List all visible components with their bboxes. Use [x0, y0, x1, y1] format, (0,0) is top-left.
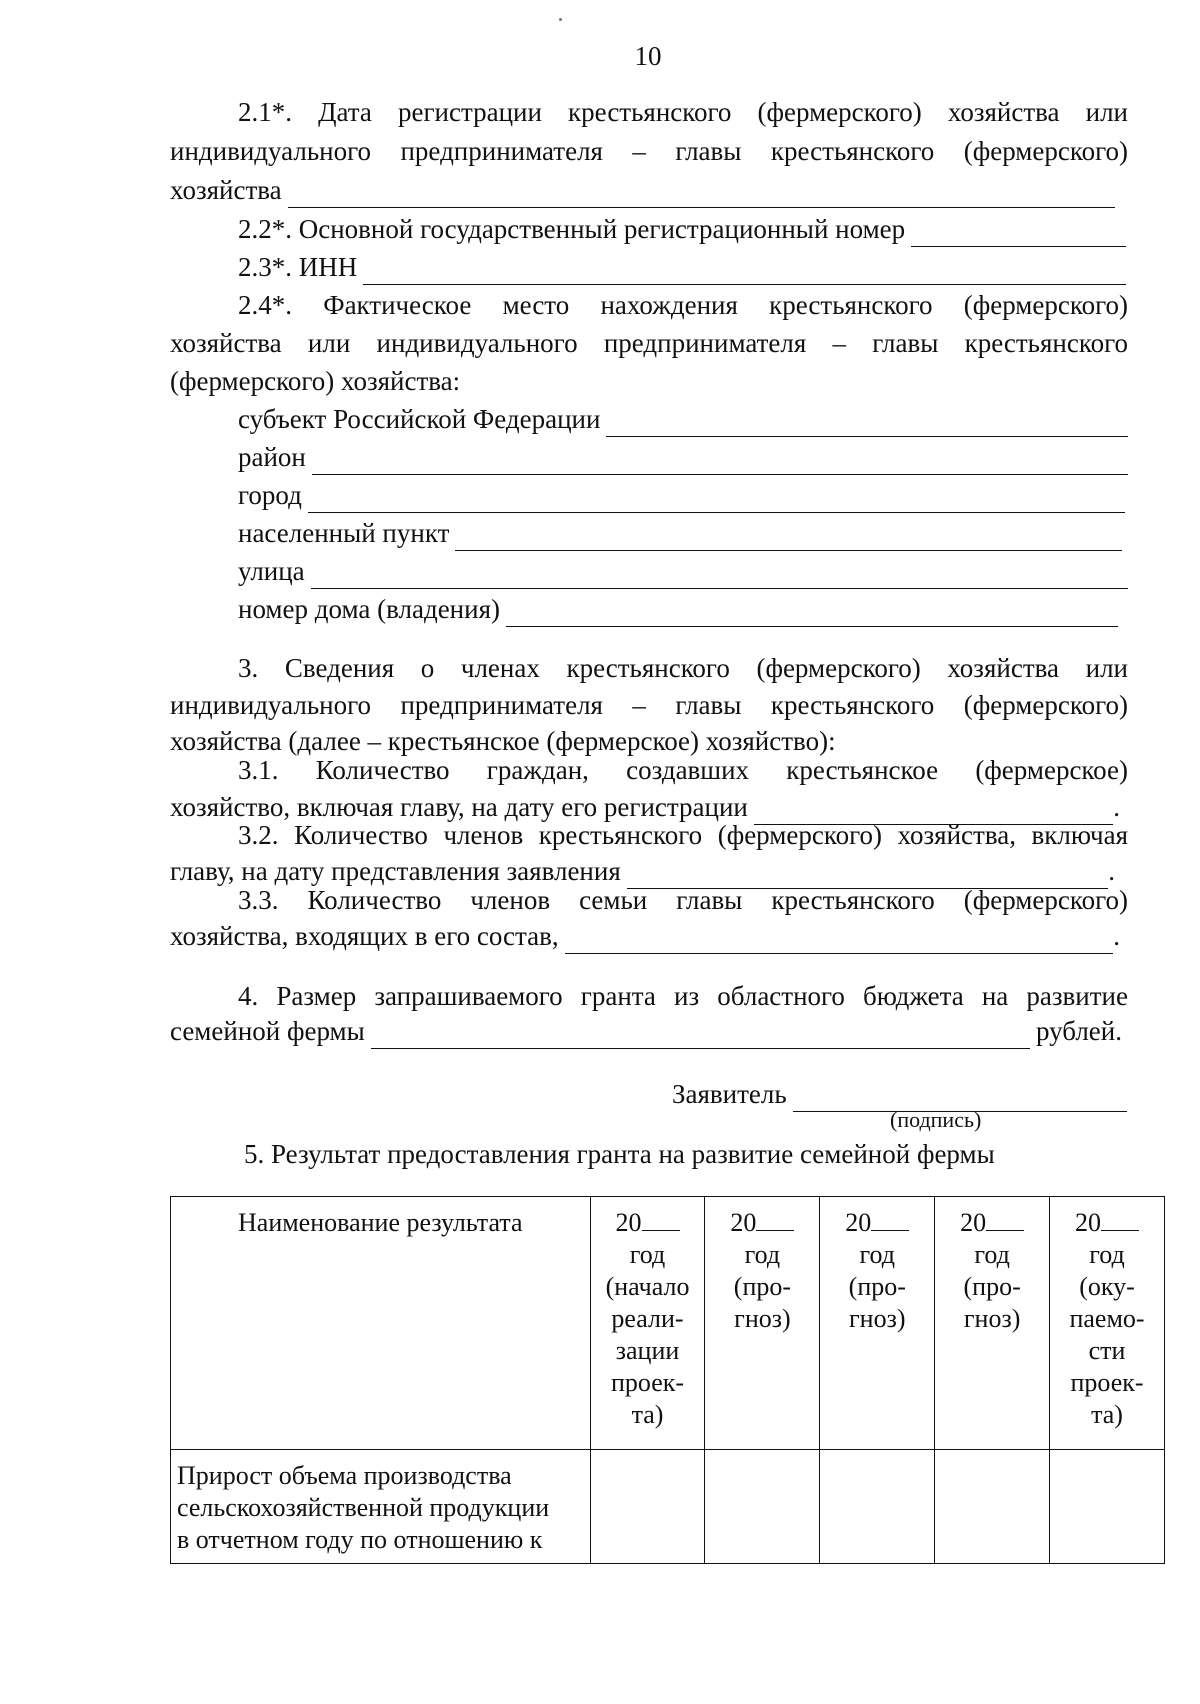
year-col-3-label: год (про- гноз)	[848, 1240, 906, 1333]
address-city-field[interactable]	[308, 486, 1125, 513]
table-cell[interactable]	[1050, 1450, 1165, 1564]
grant-amount-field[interactable]	[371, 1022, 1030, 1049]
ogrn-field[interactable]	[911, 220, 1126, 247]
section-3-2-line1: 3.2. Количество членов крестьянского (фермерского) хозяйства, включая	[238, 820, 1128, 850]
address-house-field[interactable]	[506, 600, 1118, 627]
result-row-name: Прирост объема производства сельскохозяйственной продукции в отчетном году по отношению к	[171, 1450, 591, 1564]
address-settlement-field[interactable]	[455, 524, 1122, 551]
year-col-5	[1050, 1197, 1165, 1450]
address-street-field[interactable]	[311, 562, 1128, 589]
address-city-label: город	[238, 480, 302, 510]
year-col-1	[590, 1197, 705, 1450]
section-4-currency: рублей.	[1035, 1016, 1122, 1046]
registration-date-field[interactable]	[288, 181, 1115, 208]
address-subject-row	[238, 401, 1128, 437]
section-2-1-label: хозяйства	[170, 175, 282, 205]
address-city-row	[238, 477, 1125, 513]
address-district-row	[238, 439, 1128, 475]
address-street-label: улица	[238, 556, 305, 586]
table-cell[interactable]	[935, 1450, 1050, 1564]
applicant-label: Заявитель	[672, 1079, 787, 1109]
section-4-label: семейной фермы	[170, 1016, 365, 1046]
page-number: 10	[634, 41, 662, 71]
section-3-3-line1: 3.3. Количество членов семьи главы крестьянского (фермерского)	[238, 885, 1128, 915]
section-3-1-label: хозяйство, включая главу, на дату его регистрации	[170, 792, 748, 822]
section-3-line2: индивидуального предпринимателя – главы крестьянского (фермерского)	[170, 690, 1128, 720]
address-house-row	[238, 591, 1118, 627]
inn-field[interactable]	[363, 258, 1126, 285]
scan-speck	[559, 18, 562, 21]
table-cell[interactable]	[705, 1450, 820, 1564]
section-3-3-period: .	[1113, 921, 1120, 951]
address-street-row	[238, 553, 1128, 589]
year-col-4-label: год (про- гноз)	[963, 1240, 1021, 1333]
year-blank[interactable]: 20	[616, 1207, 680, 1239]
section-2-2	[238, 211, 1126, 247]
section-2-4-line2: хозяйства или индивидуального предпринимателя – главы крестьянского	[170, 328, 1128, 358]
result-name-header: Наименование результата	[171, 1197, 591, 1450]
table-header-row	[171, 1197, 1165, 1450]
signature-caption: (подпись)	[890, 1107, 982, 1132]
section-3-line3: хозяйства (далее – крестьянское (фермерское) хозяйство):	[170, 726, 836, 756]
year-col-5-label: год (оку- паемо- сти проек- та)	[1069, 1240, 1145, 1429]
section-2-1-line3	[170, 172, 1115, 208]
section-2-4-line1: 2.4*. Фактическое место нахождения крестьянского (фермерского)	[238, 290, 1128, 320]
section-3-1-line1: 3.1. Количество граждан, создавших крестьянское (фермерское)	[238, 755, 1128, 785]
year-col-2-label: год (про- гноз)	[733, 1240, 792, 1333]
section-2-1-line2: индивидуального предпринимателя – главы крестьянского (фермерского)	[170, 136, 1128, 166]
section-3-2-period: .	[1108, 856, 1115, 886]
section-5-title: 5. Результат предоставления гранта на развитие семейной фермы	[244, 1139, 995, 1169]
table-cell[interactable]	[590, 1450, 705, 1564]
table-row	[171, 1450, 1165, 1564]
year-blank[interactable]: 20	[845, 1207, 909, 1239]
section-3-line1: 3. Сведения о членах крестьянского (фермерского) хозяйства или	[238, 653, 1128, 683]
section-4-line2	[170, 1013, 1122, 1049]
year-col-1-label: год (начало реали- зации проек- та)	[605, 1240, 690, 1429]
address-district-field[interactable]	[312, 448, 1128, 475]
section-4-line1: 4. Размер запрашиваемого гранта из областного бюджета на развитие	[238, 981, 1128, 1011]
year-col-2	[705, 1197, 820, 1450]
year-blank[interactable]: 20	[1075, 1207, 1139, 1239]
year-col-4	[935, 1197, 1050, 1450]
section-2-1-line1: 2.1*. Дата регистрации крестьянского (фермерского) хозяйства или	[238, 97, 1128, 127]
ogrn-label: 2.2*. Основной государственный регистрационный номер	[238, 214, 906, 244]
table-cell[interactable]	[820, 1450, 935, 1564]
section-3-2-label: главу, на дату представления заявления	[170, 856, 621, 886]
year-blank[interactable]: 20	[730, 1207, 794, 1239]
inn-label: 2.3*. ИНН	[238, 252, 358, 282]
section-2-4-line3: (фермерского) хозяйства:	[170, 366, 461, 396]
address-house-label: номер дома (владения)	[238, 594, 500, 624]
address-settlement-label: населенный пункт	[238, 518, 450, 548]
section-3-3-line2	[170, 918, 1120, 954]
results-table	[170, 1196, 1165, 1564]
family-members-count-field[interactable]	[565, 927, 1114, 954]
section-2-3	[238, 249, 1126, 285]
address-district-label: район	[238, 442, 306, 472]
section-3-3-label: хозяйства, входящих в его состав,	[170, 921, 559, 951]
address-subject-field[interactable]	[606, 410, 1128, 437]
year-blank[interactable]: 20	[960, 1207, 1024, 1239]
address-settlement-row	[238, 515, 1122, 551]
section-3-1-period: .	[1113, 792, 1120, 822]
year-col-3	[820, 1197, 935, 1450]
address-subject-label: субъект Российской Федерации	[238, 404, 601, 434]
